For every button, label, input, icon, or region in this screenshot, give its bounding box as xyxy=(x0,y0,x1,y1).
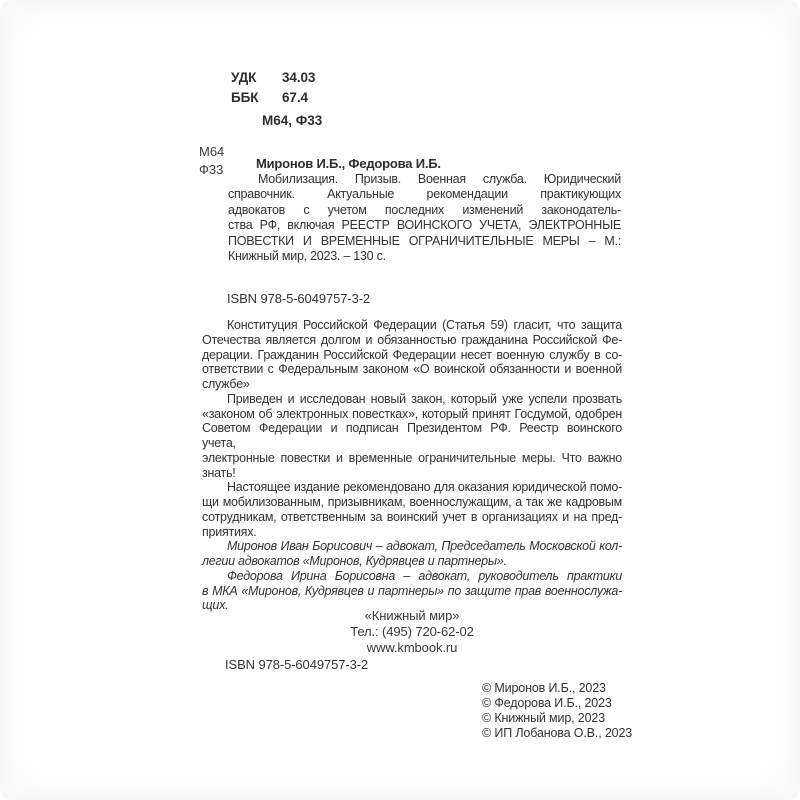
bbk-value: 67.4 xyxy=(282,90,308,105)
annotation-line: Настоящее издание рекомендовано для оказания юридической помо- xyxy=(227,480,622,495)
margin-code-m64: М64 xyxy=(199,144,225,159)
isbn-number-bottom: ISBN 978-5-6049757-3-2 xyxy=(225,657,369,672)
author-bio-line: Миронов Иван Борисович – адвокат, Председатель Московской кол- xyxy=(227,539,622,554)
description-line: Книжный мир, 2023. – 130 с. xyxy=(228,249,386,264)
bbk-code-row xyxy=(231,90,308,105)
udk-value: 34.03 xyxy=(282,70,316,85)
annotation-line: Конституция Российской Федерации (Статья 59) гласит, что защита xyxy=(227,318,622,332)
author-bio-line: Федорова Ирина Борисовна – адвокат, руководитель практики xyxy=(227,568,622,583)
margin-code-f33: Ф33 xyxy=(199,162,224,177)
shelf-codes: М64, Ф33 xyxy=(262,113,323,128)
copyright-block xyxy=(482,681,632,741)
description-line: ства РФ, включая РЕЕСТР ВОИНСКОГО УЧЕТА, ЭЛЕКТРОННЫЕ xyxy=(228,218,621,233)
annotation-line: службе» xyxy=(202,377,250,391)
description-line: ПОВЕСТКИ И ВРЕМЕННЫЕ ОГРАНИЧИТЕЛЬНЫЕ МЕРЫ – М.: xyxy=(228,233,621,248)
udk-label: УДК xyxy=(231,70,257,85)
author-bio-line: в МКА «Миронов, Кудрявцев и партнеры» по защите прав военнослужа- xyxy=(202,583,622,598)
description-line: Мобилизация. Призыв. Военная служба. Юридический xyxy=(258,172,621,186)
bibliographic-description xyxy=(228,172,621,264)
copyright-line: © Миронов И.Б., 2023 xyxy=(482,681,606,695)
publisher-phone: Тел.: (495) 720-62-02 xyxy=(350,624,474,640)
bbk-label: ББК xyxy=(231,90,259,105)
udk-code-row xyxy=(231,70,315,85)
isbn-number-top: ISBN 978-5-6049757-3-2 xyxy=(227,291,371,306)
description-line: справочник. Актуальные рекомендации практикующих xyxy=(228,187,621,202)
publisher-website: www.kmbook.ru xyxy=(366,640,458,656)
authors-heading: Миронов И.Б., Федорова И.Б. xyxy=(256,156,441,171)
publisher-name: «Книжный мир» xyxy=(364,608,460,623)
annotation-line: ответствии с Федеральным законом «О воинской обязанности и военной xyxy=(202,362,622,377)
annotation-line: приятиях. xyxy=(202,524,257,539)
annotation-line: сотрудникам, ответственным за воинский учет в организациях и на пред- xyxy=(202,509,622,524)
annotation-line: щи мобилизованным, призывникам, военнослужащим, а так же кадровым xyxy=(202,495,622,509)
author-bio-line: легии адвокатов «Миронов, Кудрявцев и партнеры». xyxy=(202,554,507,568)
annotation-line: знать! xyxy=(202,465,236,480)
annotation-line: Советом Федерации и подписан Президентом РФ. Реестр воинского учета, xyxy=(202,421,622,450)
annotation-line: «законом об электронных повестках», который принят Госдумой, одобрен xyxy=(202,406,622,421)
copyright-line: © ИП Лобанова О.В., 2023 xyxy=(482,726,633,741)
author-bio-line: щих. xyxy=(202,598,229,613)
annotation-line: дерации. Гражданин Российской Федерации несет военную службу в со- xyxy=(202,347,622,362)
annotation-line: Приведен и исследован новый закон, который уже успели прозвать xyxy=(227,391,622,406)
copyright-line: © Книжный мир, 2023 xyxy=(482,711,605,726)
copyright-line: © Федорова И.Б., 2023 xyxy=(482,696,612,711)
description-line: адвокатов с учетом последних изменений законодатель- xyxy=(228,202,621,217)
publisher-block xyxy=(202,608,622,657)
annotation-line: электронные повестки и временные ограничительные меры. Что важно xyxy=(202,450,622,465)
annotation-line: Отечества является долгом и обязанностью гражданина Российской Фе- xyxy=(202,332,622,347)
annotation-text xyxy=(202,318,622,613)
